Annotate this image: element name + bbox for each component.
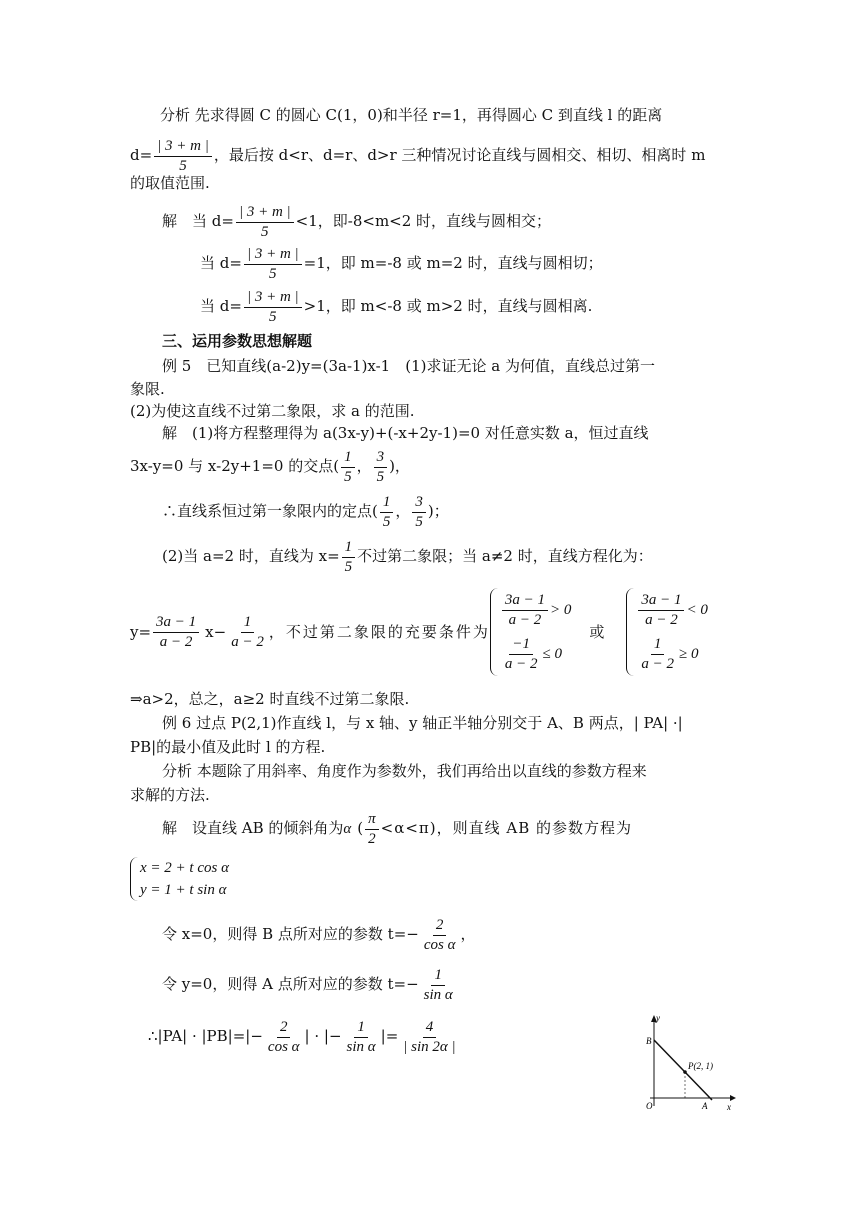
relation: ≤ 0: [542, 646, 562, 662]
example5-line-8: [130, 588, 708, 676]
example5-line-7: [162, 534, 653, 578]
example6-line-3: 分析 本题除了用斜率、角度作为参数外，我们再给出以直线的参数方程来: [162, 762, 647, 780]
relation: < 0: [686, 602, 708, 618]
text: (: [357, 819, 364, 837]
analysis-line-2: [130, 133, 705, 177]
numerator: 3a − 1: [153, 613, 199, 633]
fraction: [265, 1018, 303, 1057]
pi-over-two: [365, 810, 379, 849]
text: y=: [130, 623, 152, 641]
example6-line-4: 求解的方法.: [130, 786, 210, 804]
system-row: [500, 632, 572, 676]
text: <1，即-8<m<2 时，直线与圆相交；: [295, 212, 552, 230]
numerator: | 3 + m |: [236, 203, 294, 223]
numerator: 2: [277, 1018, 291, 1038]
denominator: 5: [344, 468, 352, 485]
example5-line-1: 例 5 已知直线(a-2)y=(3a-1)x-1 (1)求证无论 a 为何值，直线总过第一: [162, 357, 655, 375]
denominator: a − 2: [645, 611, 678, 628]
distance-fraction: [154, 137, 212, 176]
equation-x: x = 2 + t cos α: [140, 860, 229, 876]
brace: [130, 857, 139, 901]
text: ，: [395, 502, 411, 520]
numerator: 1: [651, 635, 665, 655]
text: 令 y=0，则得 A 点所对应的参数 t=−: [162, 975, 419, 993]
param-b-fraction: [421, 916, 459, 955]
denominator: 5: [261, 223, 269, 240]
numerator: 1: [342, 538, 356, 558]
denominator: | sin 2α |: [403, 1038, 456, 1055]
denominator: 5: [415, 513, 423, 530]
text: (2)当 a=2 时，直线为 x=: [162, 547, 340, 565]
text: =1，即 m=-8 或 m=2 时，直线与圆相切；: [303, 254, 603, 272]
analysis-line-3: 的取值范围.: [130, 174, 210, 192]
param-a-fraction: [421, 966, 456, 1005]
denominator: 2: [368, 830, 376, 847]
condition-system-2: [626, 588, 708, 676]
example5-line-2: 象限.: [130, 380, 165, 398]
denominator: 5: [376, 468, 385, 485]
solution-line-2: [200, 241, 603, 285]
numerator: π: [365, 810, 379, 830]
numerator: 1: [380, 493, 394, 513]
b-label: B: [646, 1036, 652, 1046]
text: ，: [356, 457, 372, 475]
p-label: P(2, 1): [688, 1061, 713, 1071]
denominator: 5: [269, 308, 277, 325]
numerator: 1: [341, 448, 355, 468]
numerator: 1: [354, 1018, 368, 1038]
denominator: sin α: [346, 1038, 376, 1055]
example5-line-3: (2)为使这直线不过第二象限，求 a 的范围.: [130, 402, 415, 420]
analysis-line-1: 分析 先求得圆 C 的圆心 C(1，0)和半径 r=1，再得圆心 C 到直线 l 的距离: [160, 106, 663, 124]
or-text: 或: [589, 623, 605, 641]
numerator: 3a − 1: [502, 591, 548, 611]
text: ，: [460, 925, 476, 943]
example6-line-1: 例 6 过点 P(2,1)作直线 l，与 x 轴、y 轴正半轴分别交于 A、B 两点，| PA| ·|: [162, 714, 683, 732]
example5-line-6: [162, 489, 449, 533]
numerator: 2: [433, 916, 447, 936]
equation-y: y = 1 + t sin α: [140, 882, 227, 898]
fraction-three-fifths: [412, 493, 426, 532]
text: 当 d=: [200, 297, 242, 315]
x-axis-arrow: [730, 1095, 736, 1101]
fraction: [502, 635, 541, 674]
slope-fraction: [153, 613, 199, 652]
fraction-one-fifth: [341, 448, 355, 487]
brace: [626, 588, 635, 676]
example5-line-5: [130, 444, 410, 488]
denominator: a − 2: [231, 633, 264, 650]
numerator: | 3 + m |: [244, 288, 302, 308]
numerator: 1: [241, 613, 255, 633]
numerator: 1: [431, 966, 445, 986]
text: 令 x=0，则得 B 点所对应的参数 t=−: [162, 925, 419, 943]
example6-line-7: [162, 962, 458, 1006]
numerator: 4: [423, 1018, 437, 1038]
point-p: [683, 1070, 687, 1074]
text: 当 d=: [200, 254, 242, 272]
a-label: A: [702, 1101, 708, 1111]
denominator: 5: [269, 265, 277, 282]
fraction: [638, 591, 684, 630]
text: )；: [427, 502, 449, 520]
text: ，不过第二象限的充要条件为: [268, 623, 490, 641]
numerator: | 3 + m |: [154, 137, 212, 157]
coordinate-figure: [630, 1012, 740, 1112]
system-row: [636, 632, 708, 676]
y-label: y: [656, 1013, 660, 1023]
denominator: cos α: [423, 936, 456, 953]
example5-line-9: ⇒a>2，总之，a≥2 时直线不过第二象限.: [130, 690, 410, 708]
fraction: [502, 591, 548, 630]
origin-label: O: [646, 1101, 653, 1111]
text: 不过第二象限；当 a≠2 时，直线方程化为：: [357, 547, 653, 565]
fraction: [638, 635, 677, 674]
numerator: 3: [374, 448, 388, 468]
example5-line-4: 解 (1)将方程整理得为 a(3x-y)+(-x+2y-1)=0 对任意实数 a，恒过直线: [162, 424, 649, 442]
denominator: cos α: [267, 1038, 300, 1055]
distance-fraction: [236, 203, 294, 242]
denominator: a − 2: [508, 611, 542, 628]
solution-line-3: [200, 284, 592, 328]
distance-fraction: [244, 245, 302, 284]
brace: [490, 588, 499, 676]
denominator: a − 2: [159, 633, 193, 650]
numerator: 3a − 1: [638, 591, 684, 611]
solution-line-1: [162, 199, 551, 243]
text: 解 当 d=: [162, 212, 234, 230]
text: 解 设直线 AB 的倾斜角为: [162, 819, 344, 837]
text: ∴直线系恒过第一象限内的定点(: [162, 502, 378, 520]
text: d=: [130, 146, 153, 164]
text: 3x-y=0 与 x-2y+1=0 的交点(: [130, 457, 340, 475]
alpha-symbol: α: [343, 821, 352, 837]
text: |=: [380, 1027, 399, 1045]
relation: ≥ 0: [678, 646, 699, 662]
example6-line-6: [162, 912, 475, 956]
text: )，: [389, 457, 410, 475]
text: | · |−: [304, 1027, 342, 1045]
relation: > 0: [549, 602, 572, 618]
fraction: [400, 1018, 458, 1057]
text: >1，即 m<-8 或 m>2 时，直线与圆相离.: [303, 297, 593, 315]
text: <α<π)，则直线 AB 的参数方程为: [380, 819, 633, 837]
denominator: 5: [179, 157, 187, 174]
parametric-system: [130, 857, 229, 901]
distance-fraction: [244, 288, 302, 327]
numerator: −1: [509, 635, 533, 655]
denominator: 5: [382, 513, 391, 530]
parametric-equations: [130, 857, 229, 901]
intercept-fraction: [228, 613, 267, 652]
fraction-one-fifth: [380, 493, 394, 532]
fraction-three-fifths: [374, 448, 388, 487]
example6-line-5: [162, 806, 632, 851]
section-title: 三、运用参数思想解题: [162, 332, 313, 350]
fraction: [344, 1018, 379, 1057]
example6-line-2: PB|的最小值及此时 l 的方程.: [130, 738, 326, 756]
denominator: 5: [344, 558, 353, 575]
text: ，最后按 d<r、d=r、d>r 三种情况讨论直线与圆相交、相切、相离时 m: [213, 146, 706, 164]
denominator: sin α: [423, 986, 453, 1003]
example6-line-8: [148, 1014, 461, 1058]
denominator: a − 2: [504, 655, 538, 672]
x-label: x: [727, 1102, 731, 1112]
numerator: 3: [412, 493, 426, 513]
condition-system-1: [490, 588, 572, 676]
numerator: | 3 + m |: [244, 245, 302, 265]
fraction-one-fifth: [342, 538, 356, 577]
denominator: a − 2: [641, 655, 674, 672]
text: x−: [205, 623, 227, 641]
text: ∴|PA| · |PB|=|−: [148, 1027, 263, 1045]
